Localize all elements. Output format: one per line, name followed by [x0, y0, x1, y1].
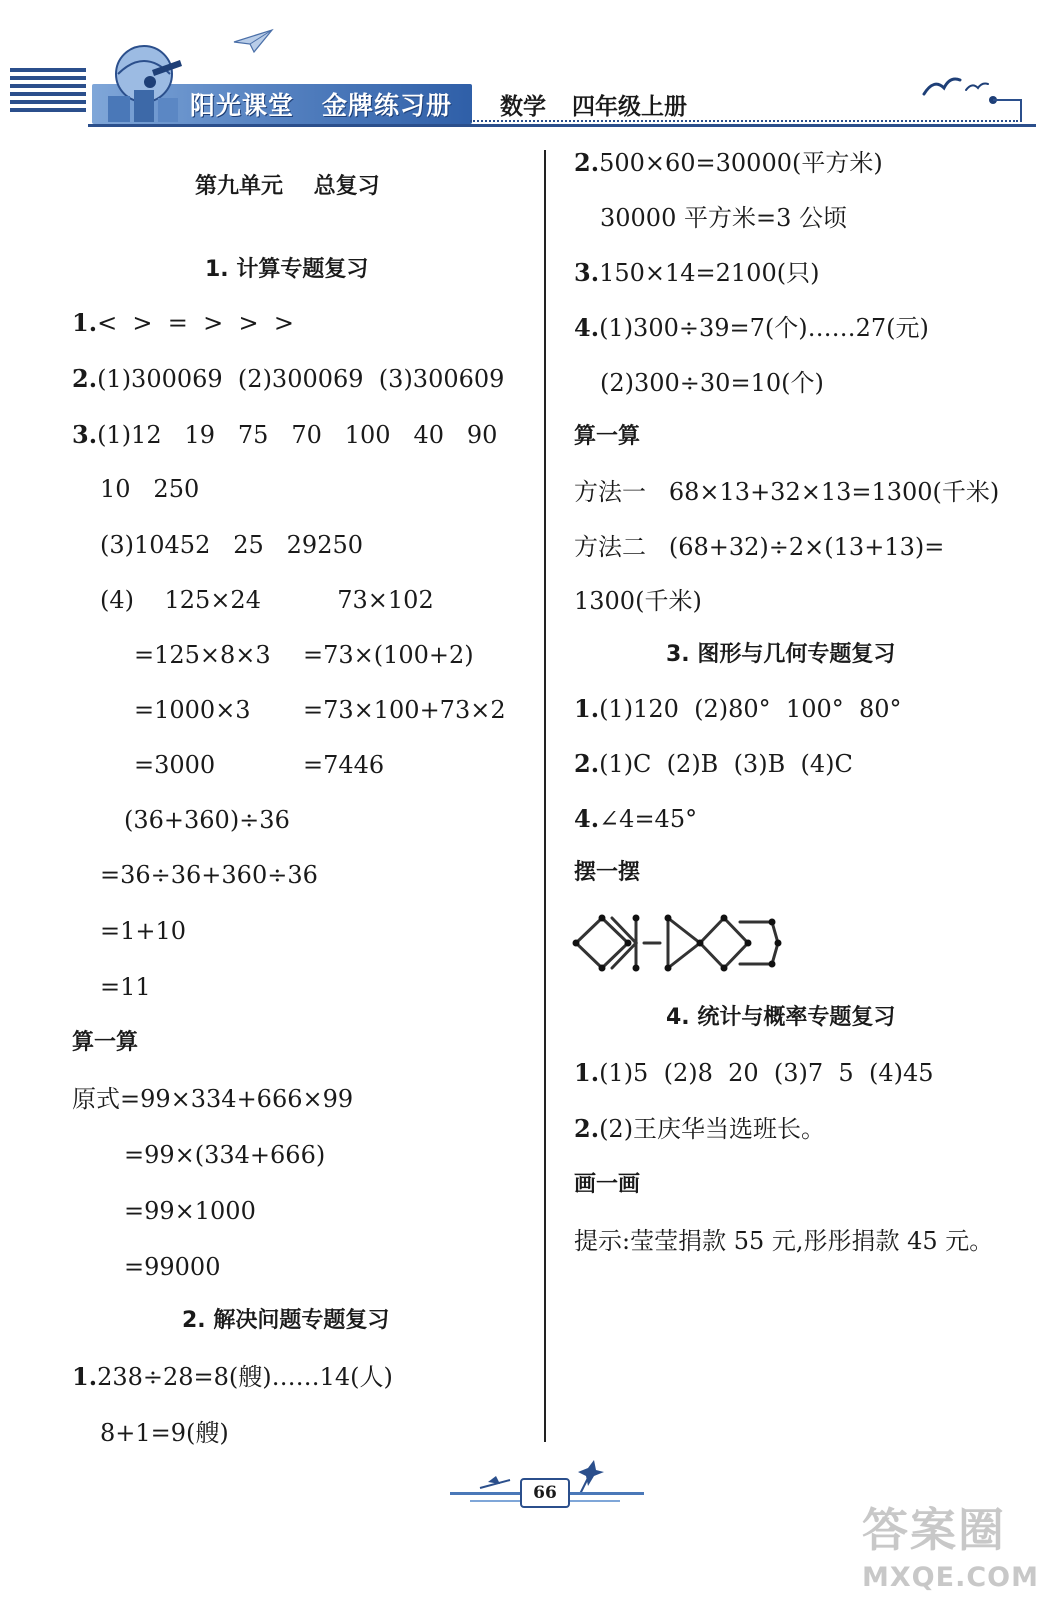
left-answer-line: =7446: [303, 751, 385, 779]
left-answer-line: =1+10: [100, 917, 187, 945]
book-title: [500, 88, 687, 121]
right-section-heading: 算一算: [574, 424, 641, 449]
right-section-heading: 4. 统计与概率专题复习: [666, 1005, 896, 1030]
watermark: [862, 1494, 1039, 1593]
header-stripes: [10, 68, 86, 120]
left-answer-line: =11: [100, 973, 151, 1001]
series-title-right: 金牌练习册: [322, 91, 453, 120]
answer-text: (1)300069 (2)300069 (3)300609: [97, 365, 505, 393]
paper-plane-icon: [232, 28, 274, 54]
right-answer-line: 1300(千米): [574, 587, 702, 615]
subject-label: 数学: [500, 94, 546, 120]
question-number: 1.: [72, 1362, 98, 1391]
left-answer-line: [72, 1362, 393, 1392]
right-answer-line: [574, 258, 819, 288]
question-number: 3.: [574, 258, 600, 287]
right-answer-line: 方法一 68×13+32×13=1300(千米): [574, 478, 1000, 506]
answer-text: < > = > > >: [97, 309, 295, 337]
right-section-heading: 3. 图形与几何专题复习: [666, 642, 896, 667]
question-number: 2.: [72, 364, 98, 393]
question-number: 1.: [574, 1058, 600, 1087]
left-answer-line: =99×1000: [124, 1197, 256, 1225]
left-answer-line: =125×8×3: [134, 641, 271, 669]
left-section-heading: 1. 计算专题复习: [205, 257, 369, 282]
right-answer-line: [574, 1114, 825, 1144]
watermark-title: 答案圈: [862, 1503, 1006, 1557]
right-answer-line: 提示:莹莹捐款 55 元,彤彤捐款 45 元。: [574, 1227, 994, 1255]
question-number: 1.: [574, 694, 600, 723]
right-answer-line: [574, 313, 929, 343]
left-answer-line: =36÷36+360÷36: [100, 861, 318, 889]
answer-text: 150×14=2100(只): [599, 259, 820, 287]
grade-label: 四年级上册: [572, 94, 687, 120]
series-title-left: 阳光课堂: [190, 91, 295, 120]
right-answer-line: [574, 749, 853, 779]
answer-text: (1)12 19 75 70 100 40 90: [97, 421, 498, 449]
right-section-heading: 摆一摆: [574, 860, 641, 885]
question-number: 2.: [574, 749, 600, 778]
answer-text: (1)120 (2)80° 100° 80°: [599, 695, 902, 723]
answer-text: (1)300÷39=7(个)……27(元): [599, 314, 929, 342]
right-section-heading: 画一画: [574, 1172, 641, 1197]
right-answer-line: [574, 1058, 934, 1088]
answer-text: (1)5 (2)8 20 (3)7 5 (4)45: [599, 1059, 934, 1087]
right-answer-line: [574, 804, 697, 834]
right-answer-line: [574, 694, 902, 724]
question-number: 2.: [574, 148, 600, 177]
question-number: 1.: [72, 308, 98, 337]
series-title: [190, 86, 452, 122]
left-answer-line: 10 250: [100, 475, 200, 503]
page-header: [0, 0, 1057, 140]
right-answer-line: (2)300÷30=10(个): [600, 369, 824, 397]
question-number: 4.: [574, 313, 600, 342]
right-answer-line: [574, 148, 883, 178]
header-curl-ornament-icon: [985, 92, 1025, 126]
question-number: 2.: [574, 1114, 600, 1143]
left-answer-line: =99×(334+666): [124, 1141, 326, 1169]
left-answer-line: =99000: [124, 1253, 221, 1281]
left-answer-line: =73×100+73×2: [303, 696, 506, 724]
right-answer-line: 30000 平方米=3 公顷: [600, 204, 847, 232]
left-answer-line: [72, 420, 497, 450]
left-section-heading: 算一算: [72, 1030, 139, 1055]
left-answer-line: [72, 364, 504, 394]
left-answer-line: (4) 125×24 73×102: [100, 586, 434, 614]
column-divider: [544, 150, 546, 1442]
answer-text: ∠4=45°: [599, 805, 698, 833]
left-answer-line: =3000: [134, 751, 216, 779]
watermark-url: MXQE.COM: [862, 1562, 1039, 1593]
left-section-heading: 第九单元 总复习: [195, 174, 380, 199]
answer-text: 500×60=30000(平方米): [599, 149, 883, 177]
question-number: 3.: [72, 420, 98, 449]
header-rule: [88, 124, 1036, 127]
question-number: 4.: [574, 804, 600, 833]
answer-text: (1)C (2)B (3)B (4)C: [599, 750, 853, 778]
left-answer-line: [72, 308, 294, 338]
telescope-logo-icon: [100, 40, 190, 124]
page-number: 66: [520, 1478, 570, 1508]
right-answer-line: 方法二 (68+32)÷2×(13+13)=: [574, 533, 945, 561]
matchstick-figure: [572, 912, 784, 974]
left-answer-line: =73×(100+2): [303, 641, 474, 669]
answer-text: 238÷28=8(艘)……14(人): [97, 1363, 393, 1391]
seagulls-icon: [920, 72, 990, 102]
left-section-heading: 2. 解决问题专题复习: [182, 1308, 390, 1333]
left-answer-line: 原式=99×334+666×99: [72, 1085, 354, 1113]
left-answer-line: 8+1=9(艘): [100, 1419, 229, 1447]
answer-text: (2)王庆华当选班长。: [599, 1115, 826, 1143]
left-answer-line: (36+360)÷36: [124, 806, 290, 834]
left-answer-line: (3)10452 25 29250: [100, 531, 364, 559]
left-answer-line: =1000×3: [134, 696, 251, 724]
